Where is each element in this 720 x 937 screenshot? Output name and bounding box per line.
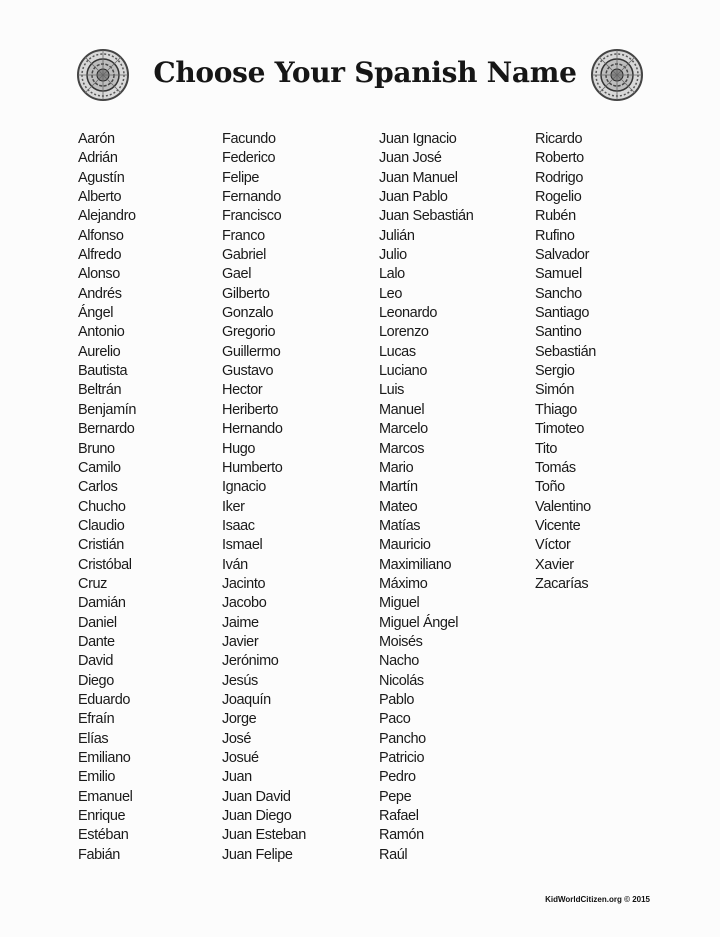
- name-item: Franco: [222, 227, 265, 244]
- name-item: Hugo: [222, 440, 256, 457]
- name-column-4: [535, 130, 596, 594]
- name-column-1: [78, 130, 136, 865]
- name-item: Rogelio: [535, 189, 582, 206]
- name-item: Damián: [78, 595, 126, 612]
- name-item: Juan Diego: [222, 808, 292, 825]
- name-item: Santiago: [535, 305, 590, 322]
- name-item: Gael: [222, 266, 252, 283]
- name-item: Alejandro: [78, 208, 136, 225]
- name-item: Lorenzo: [379, 324, 429, 341]
- name-item: Mario: [379, 459, 414, 476]
- name-item: Zacarías: [535, 575, 589, 592]
- name-item: Samuel: [535, 266, 582, 283]
- name-item: Tomás: [535, 459, 576, 476]
- name-item: Bautista: [78, 363, 128, 380]
- name-item: Efraín: [78, 711, 115, 728]
- name-item: Xavier: [535, 556, 574, 573]
- name-item: Pepe: [379, 788, 412, 805]
- name-item: Toño: [535, 479, 565, 496]
- name-item: Roberto: [535, 150, 584, 167]
- name-item: David: [78, 653, 114, 670]
- name-columns: [0, 130, 720, 870]
- name-item: Gustavo: [222, 363, 274, 380]
- name-item: Joaquín: [222, 691, 271, 708]
- name-item: Antonio: [78, 324, 125, 341]
- name-item: Julián: [379, 227, 415, 244]
- name-item: Bruno: [78, 440, 115, 457]
- name-item: Jacobo: [222, 595, 267, 612]
- name-item: Manuel: [379, 401, 425, 418]
- name-item: Juan Manuel: [379, 169, 458, 186]
- name-item: Elías: [78, 730, 109, 747]
- name-item: Lucas: [379, 343, 416, 360]
- name-item: Aarón: [78, 131, 115, 147]
- name-item: Juan: [222, 769, 252, 786]
- name-item: Mauricio: [379, 537, 431, 554]
- name-item: Isaac: [222, 517, 255, 534]
- name-item: Rubén: [535, 208, 576, 225]
- name-item: Gabriel: [222, 247, 266, 264]
- name-item: Josué: [222, 750, 259, 766]
- name-item: Rufino: [535, 227, 575, 244]
- name-item: Leonardo: [379, 305, 438, 322]
- header: [0, 48, 720, 110]
- name-item: Pancho: [379, 730, 426, 747]
- name-item: Gilberto: [222, 285, 270, 302]
- name-item: Fernando: [222, 189, 281, 206]
- name-item: Alfredo: [78, 247, 122, 264]
- name-column-2: [222, 130, 306, 865]
- name-item: Matías: [379, 517, 421, 534]
- name-item: Salvador: [535, 247, 590, 264]
- name-item: José: [222, 730, 252, 747]
- name-item: Luciano: [379, 363, 427, 380]
- name-item: Facundo: [222, 131, 276, 147]
- name-item: Juan José: [379, 150, 442, 167]
- name-item: Diego: [78, 672, 114, 689]
- name-item: Moisés: [379, 633, 423, 650]
- name-item: Simón: [535, 382, 575, 399]
- name-item: Gregorio: [222, 324, 276, 341]
- name-item: Juan David: [222, 788, 291, 805]
- name-item: Vicente: [535, 517, 581, 534]
- name-item: Federico: [222, 150, 276, 167]
- name-item: Máximo: [379, 575, 428, 592]
- name-item: Sebastián: [535, 343, 596, 360]
- name-item: Timoteo: [535, 421, 585, 438]
- name-item: Ignacio: [222, 479, 266, 496]
- name-item: Hernando: [222, 421, 283, 438]
- name-item: Emiliano: [78, 750, 131, 766]
- name-item: Julio: [379, 247, 407, 264]
- name-item: Francisco: [222, 208, 282, 225]
- name-item: Paco: [379, 711, 411, 728]
- name-item: Ángel: [78, 305, 114, 322]
- name-item: Emilio: [78, 769, 116, 786]
- name-item: Camilo: [78, 459, 121, 476]
- name-item: Marcos: [379, 440, 425, 457]
- name-item: Thiago: [535, 401, 577, 418]
- name-item: Miguel Ángel: [379, 614, 459, 631]
- name-item: Adrián: [78, 150, 118, 167]
- name-item: Javier: [222, 633, 259, 650]
- name-item: Jacinto: [222, 575, 266, 592]
- name-item: Carlos: [78, 479, 118, 496]
- name-item: Felipe: [222, 169, 260, 186]
- name-item: Guillermo: [222, 343, 281, 360]
- name-item: Jorge: [222, 711, 257, 728]
- name-item: Bernardo: [78, 421, 135, 438]
- name-item: Raúl: [379, 846, 408, 863]
- name-item: Iker: [222, 498, 245, 515]
- name-item: Juan Sebastián: [379, 208, 474, 225]
- name-item: Lalo: [379, 266, 405, 283]
- name-item: Rodrigo: [535, 169, 583, 186]
- name-item: Nicolás: [379, 672, 424, 689]
- name-item: Beltrán: [78, 382, 122, 399]
- name-item: Marcelo: [379, 421, 428, 438]
- name-item: Enrique: [78, 808, 126, 825]
- name-item: Benjamín: [78, 401, 137, 418]
- name-item: Chucho: [78, 498, 126, 515]
- name-item: Aurelio: [78, 343, 121, 360]
- name-column-3: [379, 130, 473, 865]
- name-item: Miguel: [379, 595, 420, 612]
- name-item: Estéban: [78, 827, 129, 844]
- name-item: Juan Pablo: [379, 189, 448, 206]
- name-item: Ismael: [222, 537, 263, 554]
- name-item: Pablo: [379, 691, 415, 708]
- name-item: Iván: [222, 556, 248, 573]
- name-item: Tito: [535, 440, 558, 457]
- name-item: Jerónimo: [222, 653, 279, 670]
- name-item: Alonso: [78, 266, 120, 283]
- name-item: Pedro: [379, 769, 416, 786]
- name-item: Eduardo: [78, 691, 131, 708]
- name-item: Sancho: [535, 285, 582, 302]
- name-item: Víctor: [535, 537, 571, 554]
- name-item: Leo: [379, 285, 402, 302]
- name-item: Nacho: [379, 653, 419, 670]
- name-item: Juan Esteban: [222, 827, 306, 844]
- name-item: Hector: [222, 382, 263, 399]
- name-item: Heriberto: [222, 401, 279, 418]
- ornament-seal-icon: [590, 48, 644, 102]
- name-item: Agustín: [78, 169, 125, 186]
- name-item: Andrés: [78, 285, 122, 302]
- name-item: Fabián: [78, 846, 120, 863]
- name-item: Patricio: [379, 750, 425, 766]
- name-item: Claudio: [78, 517, 125, 534]
- name-item: Jesús: [222, 672, 258, 689]
- name-item: Juan Felipe: [222, 846, 293, 863]
- name-item: Emanuel: [78, 788, 133, 805]
- name-item: Cristián: [78, 537, 124, 554]
- name-item: Sergio: [535, 363, 575, 380]
- name-item: Daniel: [78, 614, 117, 631]
- name-item: Valentino: [535, 498, 591, 515]
- name-item: Gonzalo: [222, 305, 274, 322]
- name-item: Cristóbal: [78, 556, 132, 573]
- name-item: Luis: [379, 382, 404, 399]
- name-item: Martín: [379, 479, 418, 496]
- name-item: Jaime: [222, 614, 259, 631]
- page-title: Choose Your Spanish Name: [153, 56, 577, 89]
- name-item: Juan Ignacio: [379, 131, 457, 147]
- name-item: Dante: [78, 633, 115, 650]
- name-item: Alberto: [78, 189, 122, 206]
- name-item: Cruz: [78, 575, 108, 592]
- name-item: Ricardo: [535, 131, 583, 147]
- ornament-seal-icon: [76, 48, 130, 102]
- footer-credit: KidWorldCitizen.org © 2015: [545, 895, 650, 904]
- name-item: Santino: [535, 324, 582, 341]
- name-item: Mateo: [379, 498, 418, 515]
- name-item: Ramón: [379, 827, 424, 844]
- name-item: Alfonso: [78, 227, 124, 244]
- name-item: Humberto: [222, 459, 283, 476]
- name-item: Maximiliano: [379, 556, 452, 573]
- name-item: Rafael: [379, 808, 419, 825]
